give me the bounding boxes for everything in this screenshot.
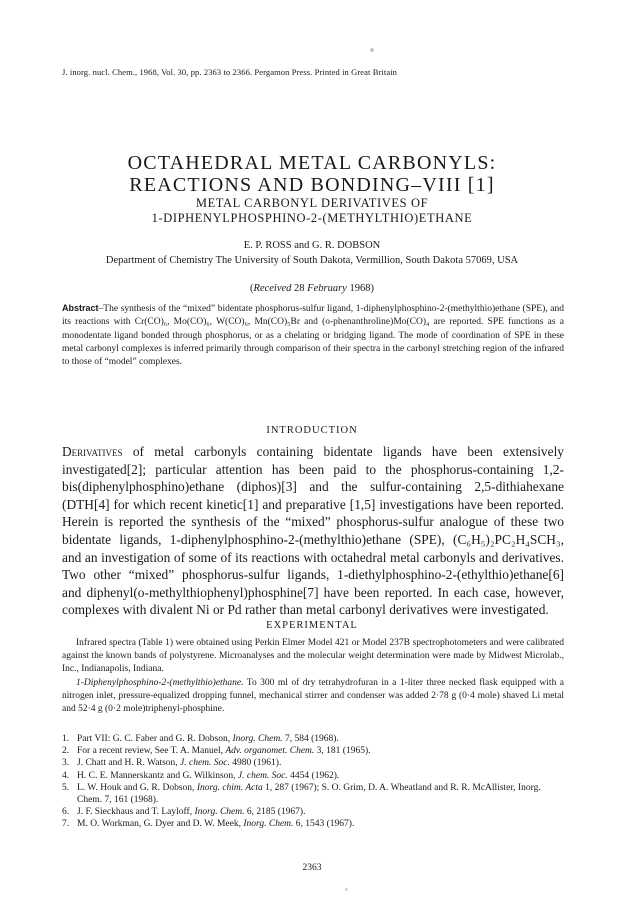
title-line-1: OCTAHEDRAL METAL CARBONYLS: — [127, 152, 497, 174]
reference-item: 3. J. Chatt and H. R. Watson, J. chem. Soc. 4980 (1961). — [62, 758, 282, 769]
experimental-para-1: Infrared spectra (Table 1) were obtained using Perkin Elmer Model 421 or Model 237B spectrophotometers and were calibrated against the known bands of polystyrene. Microanalyses and the molecular weight determination were made by Midwest Microlab., Inc., Indianapolis, Indiana. — [62, 638, 564, 675]
abstract-text: –The synthesis of the “mixed” bidentate phosphorus-sulfur ligand, 1-diphenylphosphino-2-(methylthio)ethane (SPE), and its reactions with Cr(CO)₆, Mo(CO)₆, W(CO)₆, Mn(CO)₅Br and (o-phenanthroline)Mo(CO)₄ are reported. SPE functions as a monodentate ligand bonded through phosphorus, or as a chelating or bridging ligand. The mode of coordination of SPE in these metal carbonyl complexes is inferred primarily through comparison of their spectra in the carbonyl stretching region of the infrared to those of “model” complexes. — [62, 304, 564, 368]
reference-item: 5. L. W. Houk and G. R. Dobson, Inorg. chim. Acta 1, 287 (1967); S. O. Grim, D. A. Wheatland and R. R. McAllister, Inorg. Chem. 7, 161 (1968). — [62, 782, 541, 806]
experimental-para-2: 1-Diphenylphosphino-2-(methylthio)ethane. To 300 ml of dry tetrahydrofuran in a 1-liter three necked flask equipped with a nitrogen inlet, pressure-equalized dropping funnel, mechanical stirrer and condenser was added 2·78 g (0·4 mole) shaved Li metal and 52·4 g (0·2 mole)triphenyl-phosphine. — [62, 677, 564, 715]
page-number: 2363 — [302, 863, 322, 873]
experimental-body — [62, 637, 564, 716]
reference-item: 4. H. C. E. Mannerskantz and G. Wilkinson, J. chem. Soc. 4454 (1962). — [62, 770, 340, 781]
intro-text: of metal carbonyls containing bidentate ligands have been extensively investigated[2]; particular attention has been paid to the phosphorus-containing 1,2-bis(diphenylphosphino)ethane (diphos)[3] and the sulfur-containing 2,5-dithiahexane (DTH[4] for which recent kinetic[1] and preparative [1,5] investigations have been reported. Herein is reported the synthesis of the “mixed” phosphorus-sulfur analogue of these two bidentate ligands, 1-diphenylphosphino-2-(methylthio)ethane (SPE), (C₆H₅)₂PC₂H₄SCH₃, and an investigation of some of its reactions with octahedral metal carbonyls and derivatives. Two other “mixed” phosphorus-sulfur ligands, 1-diethylphosphino-2-(ethylthio)ethane[6] and diphenyl(o-methylthiophenyl)phosphine[7] have been reported. In each case, however, complexes with divalent Ni or Pd rather than metal carbonyl derivatives were investigated. — [62, 444, 564, 618]
title-line-2: REACTIONS AND BONDING–VIII [1] — [129, 174, 495, 196]
references-list — [62, 733, 564, 831]
reference-item: 7. M. O. Workman, G. Dyer and D. W. Meek, Inorg. Chem. 6, 1543 (1967). — [62, 819, 355, 830]
journal-header: J. inorg. nucl. Chem., 1968, Vol. 30, pp. 2363 to 2366. Pergamon Press. Printed in Great Britain — [62, 67, 398, 77]
abstract-label: Abstract — [62, 303, 99, 313]
authors: E. P. ROSS and G. R. DOBSON — [243, 240, 381, 251]
affiliation: Department of Chemistry The University of South Dakota, Vermillion, South Dakota 57069, USA — [105, 255, 519, 266]
introduction-heading: INTRODUCTION — [266, 425, 358, 436]
reference-item: 6. J. F. Sieckhaus and T. Layloff, Inorg. Chem. 6, 2185 (1967). — [62, 807, 306, 818]
abstract — [62, 302, 564, 369]
reference-item: 2. For a recent review, See T. A. Manuel, Adv. organomet. Chem. 3, 181 (1965). — [62, 746, 371, 757]
introduction-body — [62, 443, 564, 619]
intro-first-word: Derivatives — [62, 444, 123, 459]
title-line-3: METAL CARBONYL DERIVATIVES OF — [195, 196, 429, 210]
reference-item: 1. Part VII: G. C. Faber and G. R. Dobson, Inorg. Chem. 7, 584 (1968). — [62, 734, 339, 744]
title-block — [40, 152, 584, 226]
title-line-4: 1-DIPHENYLPHOSPHINO-2-(METHYLTHIO)ETHANE — [151, 211, 473, 225]
scan-speck — [370, 48, 374, 52]
experimental-heading: EXPERIMENTAL — [266, 620, 358, 631]
scan-speck — [345, 888, 348, 891]
received-date: (Received 28 February 1968) — [250, 283, 374, 294]
